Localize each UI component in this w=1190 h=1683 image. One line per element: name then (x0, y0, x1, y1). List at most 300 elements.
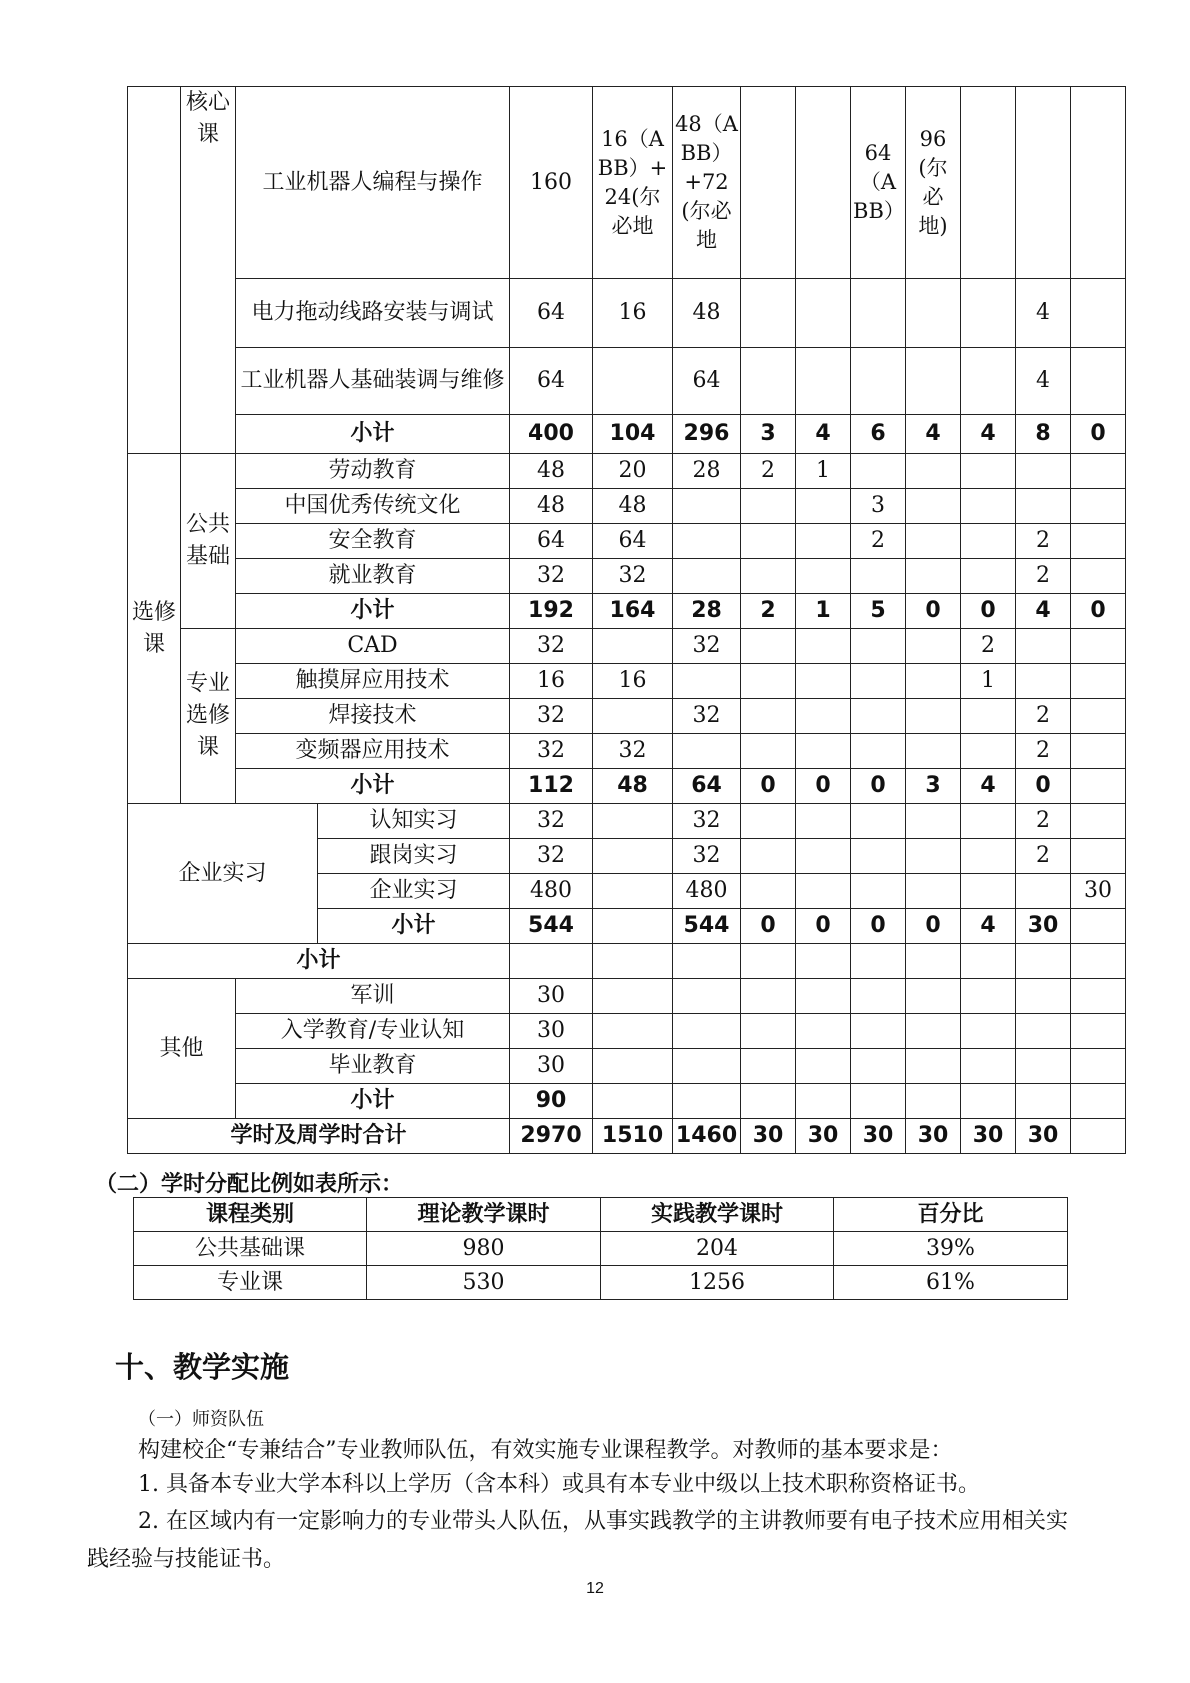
course-name: 变频器应用技术 (236, 734, 510, 769)
table-row (128, 87, 1126, 279)
practice-hours (673, 664, 741, 699)
semester-6: 8 (1016, 415, 1071, 454)
semester-2 (796, 279, 851, 348)
public-category-cell: 公共基础 (181, 454, 236, 629)
subtotal-label: 小计 (318, 909, 510, 944)
subtotal-row (128, 594, 1126, 629)
empty-cell (851, 1014, 906, 1049)
theory-hours (593, 629, 673, 664)
total-hours: 192 (510, 594, 593, 629)
semester-5 (961, 87, 1016, 279)
table-row (128, 1014, 1126, 1049)
semester-4: 4 (906, 415, 961, 454)
empty-cell (796, 1084, 851, 1119)
semester-1 (741, 559, 796, 594)
semester-3: 64（ABB） (851, 87, 906, 279)
course-name: 跟岗实习 (318, 839, 510, 874)
practice-hours: 32 (673, 839, 741, 874)
theory-hours (593, 699, 673, 734)
semester-1: 2 (741, 594, 796, 629)
semester-2: 4 (796, 415, 851, 454)
subtotal-label: 小计 (236, 594, 510, 629)
semester-5 (961, 348, 1016, 415)
empty-cell (593, 1049, 673, 1084)
semester-7 (1071, 279, 1126, 348)
semester-3 (851, 734, 906, 769)
semester-3: 0 (851, 909, 906, 944)
course-name: 工业机器人编程与操作 (236, 87, 510, 279)
empty-cell (796, 944, 851, 979)
semester-6: 0 (1016, 769, 1071, 804)
table-cell: 39% (834, 1232, 1068, 1266)
semester-6: 4 (1016, 594, 1071, 629)
table-row (128, 734, 1126, 769)
course-name: 安全教育 (236, 524, 510, 559)
table-row (134, 1266, 1068, 1300)
paragraph: 2. 在区域内有一定影响力的专业带头人队伍，从事实践教学的主讲教师要有电子技术应用相关实践经验与技能证书。 (87, 1509, 1068, 1572)
semester-4: 0 (906, 594, 961, 629)
overall-subtotal-row (128, 944, 1126, 979)
semester-4 (906, 348, 961, 415)
semester-3 (851, 629, 906, 664)
empty-cell (906, 1014, 961, 1049)
empty-cell (851, 979, 906, 1014)
empty-cell (1071, 944, 1126, 979)
semester-7 (1071, 87, 1126, 279)
practice-hours: 48（ABB）+72(尔必地 (673, 87, 741, 279)
semester-2 (796, 629, 851, 664)
semester-4: 3 (906, 769, 961, 804)
total-hours: 30 (510, 1049, 593, 1084)
empty-cell (1071, 1014, 1126, 1049)
paragraph: 1. 具备本专业大学本科以上学历（含本科）或具有本专业中级以上技术职称资格证书。 (138, 1472, 980, 1497)
semester-6: 2 (1016, 734, 1071, 769)
theory-hours: 32 (593, 559, 673, 594)
semester-4 (906, 839, 961, 874)
practice-hours: 32 (673, 804, 741, 839)
semester-4 (906, 699, 961, 734)
subtotal-row (128, 1084, 1126, 1119)
total-hours: 32 (510, 839, 593, 874)
semester-7 (1071, 559, 1126, 594)
table-header-row (134, 1198, 1068, 1232)
semester-3 (851, 279, 906, 348)
table-row (128, 348, 1126, 415)
semester-6: 2 (1016, 804, 1071, 839)
practice-hours (673, 559, 741, 594)
hours-ratio-table (133, 1197, 1068, 1300)
total-hours: 160 (510, 87, 593, 279)
semester-3 (851, 348, 906, 415)
semester-5: 1 (961, 664, 1016, 699)
empty-cell (961, 1049, 1016, 1084)
total-hours: 64 (510, 524, 593, 559)
theory-hours: 1510 (593, 1119, 673, 1154)
semester-4 (906, 559, 961, 594)
grand-total-label: 学时及周学时合计 (128, 1119, 510, 1154)
semester-6 (1016, 489, 1071, 524)
semester-3 (851, 839, 906, 874)
semester-1 (741, 87, 796, 279)
empty-cell (673, 1084, 741, 1119)
semester-6: 30 (1016, 1119, 1071, 1154)
blank-category-cell (128, 87, 181, 454)
semester-3 (851, 664, 906, 699)
semester-2 (796, 734, 851, 769)
semester-5 (961, 559, 1016, 594)
column-header: 实践教学课时 (601, 1198, 834, 1232)
practice-hours: 296 (673, 415, 741, 454)
semester-2: 1 (796, 594, 851, 629)
semester-5: 2 (961, 629, 1016, 664)
semester-2 (796, 699, 851, 734)
course-name: 焊接技术 (236, 699, 510, 734)
course-name: CAD (236, 629, 510, 664)
semester-7 (1071, 629, 1126, 664)
empty-cell (741, 1084, 796, 1119)
course-name: 毕业教育 (236, 1049, 510, 1084)
semester-1 (741, 734, 796, 769)
table-row (128, 524, 1126, 559)
empty-cell (906, 1084, 961, 1119)
semester-1 (741, 489, 796, 524)
semester-2 (796, 559, 851, 594)
subtotal-label: 小计 (236, 1084, 510, 1119)
semester-4 (906, 804, 961, 839)
section-heading: 十、教学实施 (115, 1350, 290, 1384)
semester-6 (1016, 87, 1071, 279)
practice-hours: 28 (673, 454, 741, 489)
empty-cell (593, 1084, 673, 1119)
semester-3: 6 (851, 415, 906, 454)
semester-7 (1071, 1119, 1126, 1154)
semester-7 (1071, 909, 1126, 944)
semester-5 (961, 454, 1016, 489)
semester-4 (906, 874, 961, 909)
semester-2: 0 (796, 769, 851, 804)
semester-5 (961, 699, 1016, 734)
other-category-cell: 其他 (128, 979, 236, 1119)
table-cell: 980 (367, 1232, 601, 1266)
semester-5 (961, 524, 1016, 559)
semester-2: 1 (796, 454, 851, 489)
total-hours: 400 (510, 415, 593, 454)
theory-hours: 16（ABB）+24(尔必地 (593, 87, 673, 279)
semester-6: 30 (1016, 909, 1071, 944)
semester-6: 2 (1016, 524, 1071, 559)
semester-5: 4 (961, 415, 1016, 454)
total-hours: 32 (510, 559, 593, 594)
total-hours: 544 (510, 909, 593, 944)
table-row (128, 979, 1126, 1014)
empty-cell (741, 979, 796, 1014)
semester-3 (851, 699, 906, 734)
semester-3 (851, 874, 906, 909)
course-hours-table (127, 86, 1126, 1154)
total-hours: 30 (510, 1014, 593, 1049)
semester-5 (961, 734, 1016, 769)
course-name: 触摸屏应用技术 (236, 664, 510, 699)
practice-hours: 32 (673, 629, 741, 664)
course-name: 军训 (236, 979, 510, 1014)
semester-1 (741, 804, 796, 839)
empty-cell (673, 944, 741, 979)
semester-1: 3 (741, 415, 796, 454)
semester-7 (1071, 454, 1126, 489)
semester-1 (741, 874, 796, 909)
pro-elective-category-cell: 专业选修课 (181, 629, 236, 804)
semester-6: 4 (1016, 348, 1071, 415)
table-row (128, 664, 1126, 699)
total-hours: 32 (510, 804, 593, 839)
semester-6: 2 (1016, 699, 1071, 734)
table-cell: 204 (601, 1232, 834, 1266)
semester-6 (1016, 629, 1071, 664)
semester-3 (851, 454, 906, 489)
semester-3 (851, 804, 906, 839)
empty-cell (961, 1084, 1016, 1119)
total-hours: 48 (510, 489, 593, 524)
semester-5: 4 (961, 769, 1016, 804)
grand-total-row (128, 1119, 1126, 1154)
empty-cell (906, 979, 961, 1014)
semester-4: 96(尔必地) (906, 87, 961, 279)
semester-7 (1071, 804, 1126, 839)
semester-7 (1071, 699, 1126, 734)
empty-cell (796, 1014, 851, 1049)
semester-6: 2 (1016, 559, 1071, 594)
semester-4 (906, 524, 961, 559)
table-row (134, 1232, 1068, 1266)
course-name: 就业教育 (236, 559, 510, 594)
semester-2: 30 (796, 1119, 851, 1154)
total-hours: 112 (510, 769, 593, 804)
semester-3: 2 (851, 524, 906, 559)
total-hours: 32 (510, 734, 593, 769)
subtotal-row (128, 415, 1126, 454)
practice-hours: 64 (673, 769, 741, 804)
semester-4 (906, 489, 961, 524)
paragraph: 构建校企“专兼结合”专业教师队伍，有效实施专业课程教学。对教师的基本要求是： (138, 1438, 953, 1463)
subtotal-label: 小计 (236, 769, 510, 804)
table-cell: 1256 (601, 1266, 834, 1300)
practice-hours: 28 (673, 594, 741, 629)
semester-2 (796, 664, 851, 699)
semester-3: 0 (851, 769, 906, 804)
semester-7: 0 (1071, 415, 1126, 454)
semester-7 (1071, 734, 1126, 769)
empty-cell (673, 1014, 741, 1049)
empty-cell (851, 1084, 906, 1119)
semester-5 (961, 874, 1016, 909)
empty-cell (510, 944, 593, 979)
semester-5 (961, 279, 1016, 348)
column-header: 百分比 (834, 1198, 1068, 1232)
empty-cell (1071, 1084, 1126, 1119)
empty-cell (1016, 979, 1071, 1014)
empty-cell (1071, 1049, 1126, 1084)
practice-hours: 48 (673, 279, 741, 348)
empty-cell (673, 979, 741, 1014)
semester-4: 0 (906, 909, 961, 944)
semester-2 (796, 524, 851, 559)
theory-hours: 32 (593, 734, 673, 769)
empty-cell (1071, 979, 1126, 1014)
semester-7 (1071, 664, 1126, 699)
core-category-cell: 核心课 (181, 87, 236, 454)
total-hours: 32 (510, 629, 593, 664)
semester-7 (1071, 839, 1126, 874)
practice-hours (673, 524, 741, 559)
semester-7 (1071, 524, 1126, 559)
course-name: 工业机器人基础装调与维修 (236, 348, 510, 415)
total-hours: 32 (510, 699, 593, 734)
table-row (128, 559, 1126, 594)
practice-hours: 1460 (673, 1119, 741, 1154)
empty-cell (673, 1049, 741, 1084)
semester-1 (741, 664, 796, 699)
elective-category-cell: 选修课 (128, 454, 181, 804)
semester-7: 0 (1071, 594, 1126, 629)
semester-1: 30 (741, 1119, 796, 1154)
sub-heading: （一）师资队伍 (138, 1409, 264, 1430)
theory-hours: 16 (593, 279, 673, 348)
semester-5 (961, 489, 1016, 524)
table-row (128, 804, 1126, 839)
table-row (128, 629, 1126, 664)
page-number: 12 (586, 1580, 604, 1597)
empty-cell (593, 979, 673, 1014)
total-hours: 480 (510, 874, 593, 909)
empty-cell (796, 979, 851, 1014)
semester-5 (961, 804, 1016, 839)
semester-4: 30 (906, 1119, 961, 1154)
empty-cell (1016, 1014, 1071, 1049)
column-header: 课程类别 (134, 1198, 367, 1232)
semester-4 (906, 734, 961, 769)
semester-1: 0 (741, 769, 796, 804)
table-cell: 530 (367, 1266, 601, 1300)
practice-hours: 544 (673, 909, 741, 944)
semester-2 (796, 874, 851, 909)
theory-hours: 48 (593, 769, 673, 804)
subtotal-label: 小计 (236, 415, 510, 454)
semester-1 (741, 524, 796, 559)
total-hours: 64 (510, 279, 593, 348)
empty-cell (851, 944, 906, 979)
table-cell: 61% (834, 1266, 1068, 1300)
theory-hours: 20 (593, 454, 673, 489)
semester-4 (906, 664, 961, 699)
semester-4 (906, 629, 961, 664)
semester-6 (1016, 454, 1071, 489)
empty-cell (1016, 1049, 1071, 1084)
total-hours: 90 (510, 1084, 593, 1119)
semester-4 (906, 279, 961, 348)
semester-2 (796, 348, 851, 415)
semester-3 (851, 559, 906, 594)
semester-2 (796, 489, 851, 524)
subtotal-row (128, 769, 1126, 804)
theory-hours: 16 (593, 664, 673, 699)
subtotal-label: 小计 (128, 944, 510, 979)
empty-cell (961, 979, 1016, 1014)
semester-4 (906, 454, 961, 489)
semester-7 (1071, 769, 1126, 804)
empty-cell (741, 1049, 796, 1084)
table-row (128, 454, 1126, 489)
table-row (128, 489, 1126, 524)
table-row (128, 279, 1126, 348)
semester-3: 5 (851, 594, 906, 629)
total-hours: 2970 (510, 1119, 593, 1154)
course-name: 电力拖动线路安装与调试 (236, 279, 510, 348)
semester-3: 3 (851, 489, 906, 524)
semester-1 (741, 348, 796, 415)
practice-hours (673, 489, 741, 524)
theory-hours (593, 839, 673, 874)
semester-5 (961, 839, 1016, 874)
practice-hours (673, 734, 741, 769)
semester-1 (741, 699, 796, 734)
semester-2 (796, 839, 851, 874)
empty-cell (1016, 1084, 1071, 1119)
theory-hours: 104 (593, 415, 673, 454)
semester-1: 0 (741, 909, 796, 944)
empty-cell (741, 1014, 796, 1049)
practice-hours: 32 (673, 699, 741, 734)
total-hours: 16 (510, 664, 593, 699)
semester-1: 2 (741, 454, 796, 489)
table-cell: 专业课 (134, 1266, 367, 1300)
course-name: 劳动教育 (236, 454, 510, 489)
semester-2: 0 (796, 909, 851, 944)
empty-cell (906, 1049, 961, 1084)
semester-5: 0 (961, 594, 1016, 629)
empty-cell (851, 1049, 906, 1084)
empty-cell (741, 944, 796, 979)
course-name: 企业实习 (318, 874, 510, 909)
semester-1 (741, 629, 796, 664)
column-header: 理论教学课时 (367, 1198, 601, 1232)
empty-cell (961, 1014, 1016, 1049)
empty-cell (1016, 944, 1071, 979)
theory-hours: 64 (593, 524, 673, 559)
semester-5: 4 (961, 909, 1016, 944)
empty-cell (906, 944, 961, 979)
semester-1 (741, 839, 796, 874)
theory-hours: 164 (593, 594, 673, 629)
semester-5: 30 (961, 1119, 1016, 1154)
table-row (128, 699, 1126, 734)
theory-hours: 48 (593, 489, 673, 524)
total-hours: 64 (510, 348, 593, 415)
course-name: 中国优秀传统文化 (236, 489, 510, 524)
semester-6 (1016, 664, 1071, 699)
theory-hours (593, 348, 673, 415)
practice-hours: 480 (673, 874, 741, 909)
total-hours: 30 (510, 979, 593, 1014)
semester-6 (1016, 874, 1071, 909)
semester-1 (741, 279, 796, 348)
empty-cell (961, 944, 1016, 979)
theory-hours (593, 874, 673, 909)
theory-hours (593, 804, 673, 839)
empty-cell (593, 1014, 673, 1049)
internship-category-cell: 企业实习 (128, 804, 318, 944)
semester-2 (796, 87, 851, 279)
total-hours: 48 (510, 454, 593, 489)
